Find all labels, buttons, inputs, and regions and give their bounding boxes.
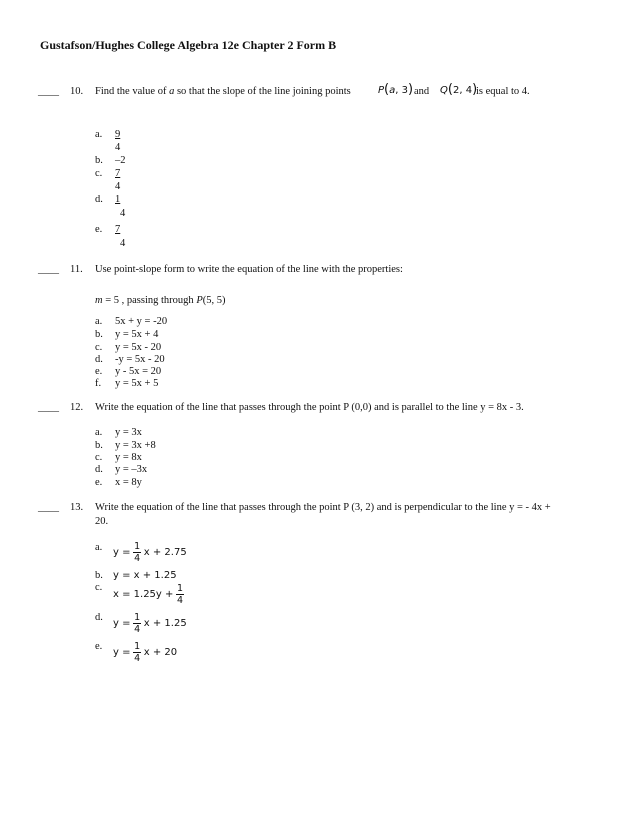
option-letter: d. (95, 354, 103, 365)
question-number-10: 10. (70, 86, 84, 97)
option-letter: a. (95, 542, 103, 553)
question-number-11: 11. (70, 264, 83, 275)
option-value: y = 5x - 20 (115, 342, 162, 353)
option-numerator: 9 (115, 129, 121, 140)
option-letter: c. (95, 452, 103, 463)
option-value: y = 8x (115, 452, 142, 463)
option-letter: e. (95, 477, 103, 488)
option-value: -y = 5x - 20 (115, 354, 165, 365)
and-word: and (414, 86, 430, 97)
question-number-13: 13. (70, 502, 84, 513)
option-letter: b. (95, 440, 103, 451)
question-properties-11: m = 5 , passing through P(5, 5) (95, 295, 226, 306)
option-letter: e. (95, 224, 103, 235)
question-text-10: Find the value of a so that the slope of the line joining points (95, 86, 351, 97)
option-letter: f. (95, 378, 102, 389)
question-text-11: Use point-slope form to write the equation of the line with the properties: (95, 264, 403, 275)
point-q: Q(2, 4) (440, 82, 478, 97)
option-value: y = 5x + 4 (115, 329, 159, 340)
option-equation: x = 1.25y + $\frac{1}{4}$ (113, 583, 184, 606)
option-letter: d. (95, 612, 103, 623)
option-equation: y = $\frac{1}{4}$ x + 20 (113, 641, 178, 664)
option-letter: e. (95, 366, 103, 377)
option-letter: a. (95, 316, 103, 327)
question-text-13-cont: 20. (95, 516, 109, 527)
answer-blank-10[interactable]: ____ (38, 86, 59, 97)
option-letter: a. (95, 427, 103, 438)
point-p: P(a, 3) (378, 82, 414, 97)
question-number-12: 12. (70, 402, 84, 413)
option-letter: e. (95, 641, 103, 652)
option-letter: c. (95, 342, 103, 353)
option-numerator: 7 (115, 168, 121, 179)
option-value: y = 5x + 5 (115, 378, 159, 389)
option-value: y = 3x (115, 427, 142, 438)
option-letter: b. (95, 570, 103, 581)
option-letter: d. (95, 464, 103, 475)
option-letter: d. (95, 194, 103, 205)
option-value: 5x + y = -20 (115, 316, 168, 327)
option-letter: c. (95, 582, 103, 593)
option-value: y = 3x +8 (115, 440, 156, 451)
option-equation: y = x + 1.25 (113, 570, 177, 581)
option-letter: b. (95, 155, 103, 166)
option-value: y - 5x = 20 (115, 366, 162, 377)
option-denominator: 4 (120, 238, 126, 249)
page-title: Gustafson/Hughes College Algebra 12e Chapter 2 Form B (40, 38, 337, 52)
option-letter: b. (95, 329, 103, 340)
option-denominator: 4 (115, 142, 121, 153)
answer-blank-11[interactable]: ____ (38, 264, 59, 275)
option-value: y = –3x (115, 464, 148, 475)
option-numerator: 1 (115, 194, 121, 205)
answer-blank-12[interactable]: ____ (38, 402, 59, 413)
option-letter: a. (95, 129, 103, 140)
option-value: x = 8y (115, 477, 142, 488)
option-value: –2 (115, 155, 126, 166)
option-equation: y = $\frac{1}{4}$ x + 2.75 (113, 541, 187, 564)
option-equation: y = $\frac{1}{4}$ x + 1.25 (113, 612, 187, 635)
answer-blank-13[interactable]: ____ (38, 502, 59, 513)
option-numerator: 7 (115, 224, 121, 235)
option-letter: c. (95, 168, 103, 179)
question-text-10-end: is equal to 4. (476, 86, 530, 97)
question-text-13: Write the equation of the line that passes through the point P (3, 2) and is perpendicular to the line y = - 4x + (95, 502, 551, 513)
option-denominator: 4 (115, 181, 121, 192)
question-text-12: Write the equation of the line that passes through the point P (0,0) and is parallel to the line y = 8x - 3. (95, 402, 524, 413)
option-denominator: 4 (120, 208, 126, 219)
